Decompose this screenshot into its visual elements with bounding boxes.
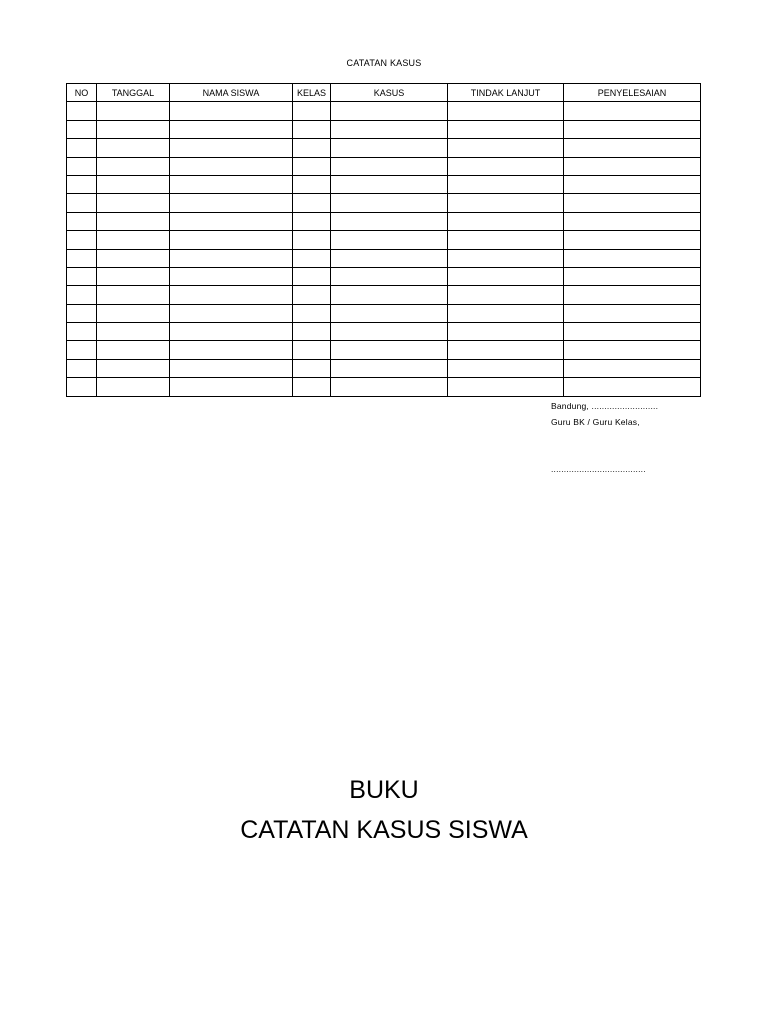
table-row: [67, 286, 701, 304]
table-cell: [448, 139, 564, 157]
column-header-penyelesaian: PENYELESAIAN: [564, 84, 701, 102]
table-cell: [170, 249, 293, 267]
table-cell: [564, 194, 701, 212]
table-row: [67, 304, 701, 322]
table-cell: [564, 212, 701, 230]
table-cell: [564, 157, 701, 175]
table-cell: [448, 194, 564, 212]
table-cell: [170, 212, 293, 230]
table-header-row: [67, 84, 701, 102]
table-cell: [293, 267, 331, 285]
table-cell: [67, 249, 97, 267]
table-cell: [564, 286, 701, 304]
book-title-line-1: BUKU: [349, 776, 419, 804]
table-row: [67, 139, 701, 157]
signature-role: Guru BK / Guru Kelas,: [551, 417, 640, 427]
table-cell: [67, 378, 97, 396]
table-cell: [331, 120, 448, 138]
table-cell: [564, 139, 701, 157]
table-cell: [97, 359, 170, 377]
table-cell: [293, 139, 331, 157]
table-cell: [67, 304, 97, 322]
table-row: [67, 249, 701, 267]
table-cell: [331, 175, 448, 193]
table-cell: [67, 359, 97, 377]
table-cell: [67, 120, 97, 138]
table-row: [67, 359, 701, 377]
table-cell: [293, 194, 331, 212]
table-cell: [67, 102, 97, 120]
table-cell: [564, 341, 701, 359]
table-cell: [67, 323, 97, 341]
table-cell: [170, 231, 293, 249]
table-cell: [448, 175, 564, 193]
table-cell: [331, 323, 448, 341]
table-cell: [170, 341, 293, 359]
table-cell: [170, 267, 293, 285]
table-cell: [67, 157, 97, 175]
table-row: [67, 212, 701, 230]
table-cell: [564, 378, 701, 396]
table-cell: [448, 267, 564, 285]
table-cell: [170, 120, 293, 138]
table-cell: [293, 378, 331, 396]
table-cell: [293, 323, 331, 341]
table-row: [67, 231, 701, 249]
table-row: [67, 102, 701, 120]
table-cell: [67, 194, 97, 212]
table-cell: [97, 212, 170, 230]
table-row: [67, 378, 701, 396]
table-cell: [564, 102, 701, 120]
table-cell: [170, 286, 293, 304]
table-cell: [331, 157, 448, 175]
table-cell: [448, 359, 564, 377]
table-cell: [97, 323, 170, 341]
table-cell: [170, 323, 293, 341]
table-cell: [331, 286, 448, 304]
table-cell: [564, 323, 701, 341]
table-cell: [331, 378, 448, 396]
table-cell: [293, 120, 331, 138]
table-cell: [67, 286, 97, 304]
table-row: [67, 194, 701, 212]
table-row: [67, 267, 701, 285]
table-cell: [293, 304, 331, 322]
table-cell: [97, 231, 170, 249]
column-header-no: NO: [67, 84, 97, 102]
table-cell: [67, 139, 97, 157]
table-cell: [67, 231, 97, 249]
table-cell: [564, 231, 701, 249]
table-row: [67, 175, 701, 193]
table-cell: [448, 378, 564, 396]
table-row: [67, 341, 701, 359]
table-cell: [448, 304, 564, 322]
table-cell: [448, 157, 564, 175]
table-cell: [97, 139, 170, 157]
table-cell: [331, 231, 448, 249]
table-cell: [448, 341, 564, 359]
table-cell: [331, 212, 448, 230]
table-cell: [67, 267, 97, 285]
table-cell: [448, 120, 564, 138]
table-cell: [293, 341, 331, 359]
table-cell: [170, 194, 293, 212]
table-cell: [448, 323, 564, 341]
form-title: CATATAN KASUS: [346, 58, 422, 68]
table-cell: [331, 249, 448, 267]
table-cell: [170, 139, 293, 157]
table-cell: [97, 249, 170, 267]
column-header-nama-siswa: NAMA SISWA: [170, 84, 293, 102]
table-cell: [331, 359, 448, 377]
book-title-line-2: CATATAN KASUS SISWA: [240, 816, 528, 844]
signature-line: .....................................: [551, 464, 646, 474]
table-cell: [293, 175, 331, 193]
table-cell: [293, 157, 331, 175]
table-cell: [97, 267, 170, 285]
table-cell: [170, 157, 293, 175]
table-cell: [448, 286, 564, 304]
table-cell: [331, 139, 448, 157]
table-row: [67, 120, 701, 138]
table-cell: [97, 378, 170, 396]
column-header-tindak-lanjut: TINDAK LANJUT: [448, 84, 564, 102]
table-cell: [97, 194, 170, 212]
table-cell: [293, 359, 331, 377]
table-cell: [170, 359, 293, 377]
table-cell: [564, 304, 701, 322]
table-cell: [331, 267, 448, 285]
table-cell: [97, 286, 170, 304]
table-cell: [448, 249, 564, 267]
table-cell: [170, 378, 293, 396]
column-header-kelas: KELAS: [293, 84, 331, 102]
table-row: [67, 323, 701, 341]
table-cell: [97, 120, 170, 138]
table-cell: [564, 267, 701, 285]
table-cell: [448, 102, 564, 120]
table-cell: [293, 212, 331, 230]
table-cell: [331, 102, 448, 120]
table-cell: [170, 102, 293, 120]
table-cell: [331, 341, 448, 359]
table-cell: [331, 304, 448, 322]
table-row: [67, 157, 701, 175]
table-cell: [564, 175, 701, 193]
table-cell: [564, 249, 701, 267]
table-cell: [293, 231, 331, 249]
table-cell: [97, 341, 170, 359]
table-body: [67, 102, 701, 396]
table-cell: [97, 102, 170, 120]
table-cell: [293, 102, 331, 120]
table-cell: [331, 194, 448, 212]
table-cell: [448, 231, 564, 249]
table-cell: [293, 286, 331, 304]
table-cell: [564, 120, 701, 138]
table-cell: [170, 304, 293, 322]
table-cell: [170, 175, 293, 193]
case-record-table: [66, 83, 701, 397]
table-cell: [97, 304, 170, 322]
column-header-kasus: KASUS: [331, 84, 448, 102]
table-cell: [97, 157, 170, 175]
table-cell: [97, 175, 170, 193]
table-cell: [67, 175, 97, 193]
table-cell: [293, 249, 331, 267]
table-cell: [448, 212, 564, 230]
table-cell: [67, 212, 97, 230]
table-cell: [564, 359, 701, 377]
signature-place-date: Bandung, ..........................: [551, 401, 659, 411]
table-cell: [67, 341, 97, 359]
column-header-tanggal: TANGGAL: [97, 84, 170, 102]
